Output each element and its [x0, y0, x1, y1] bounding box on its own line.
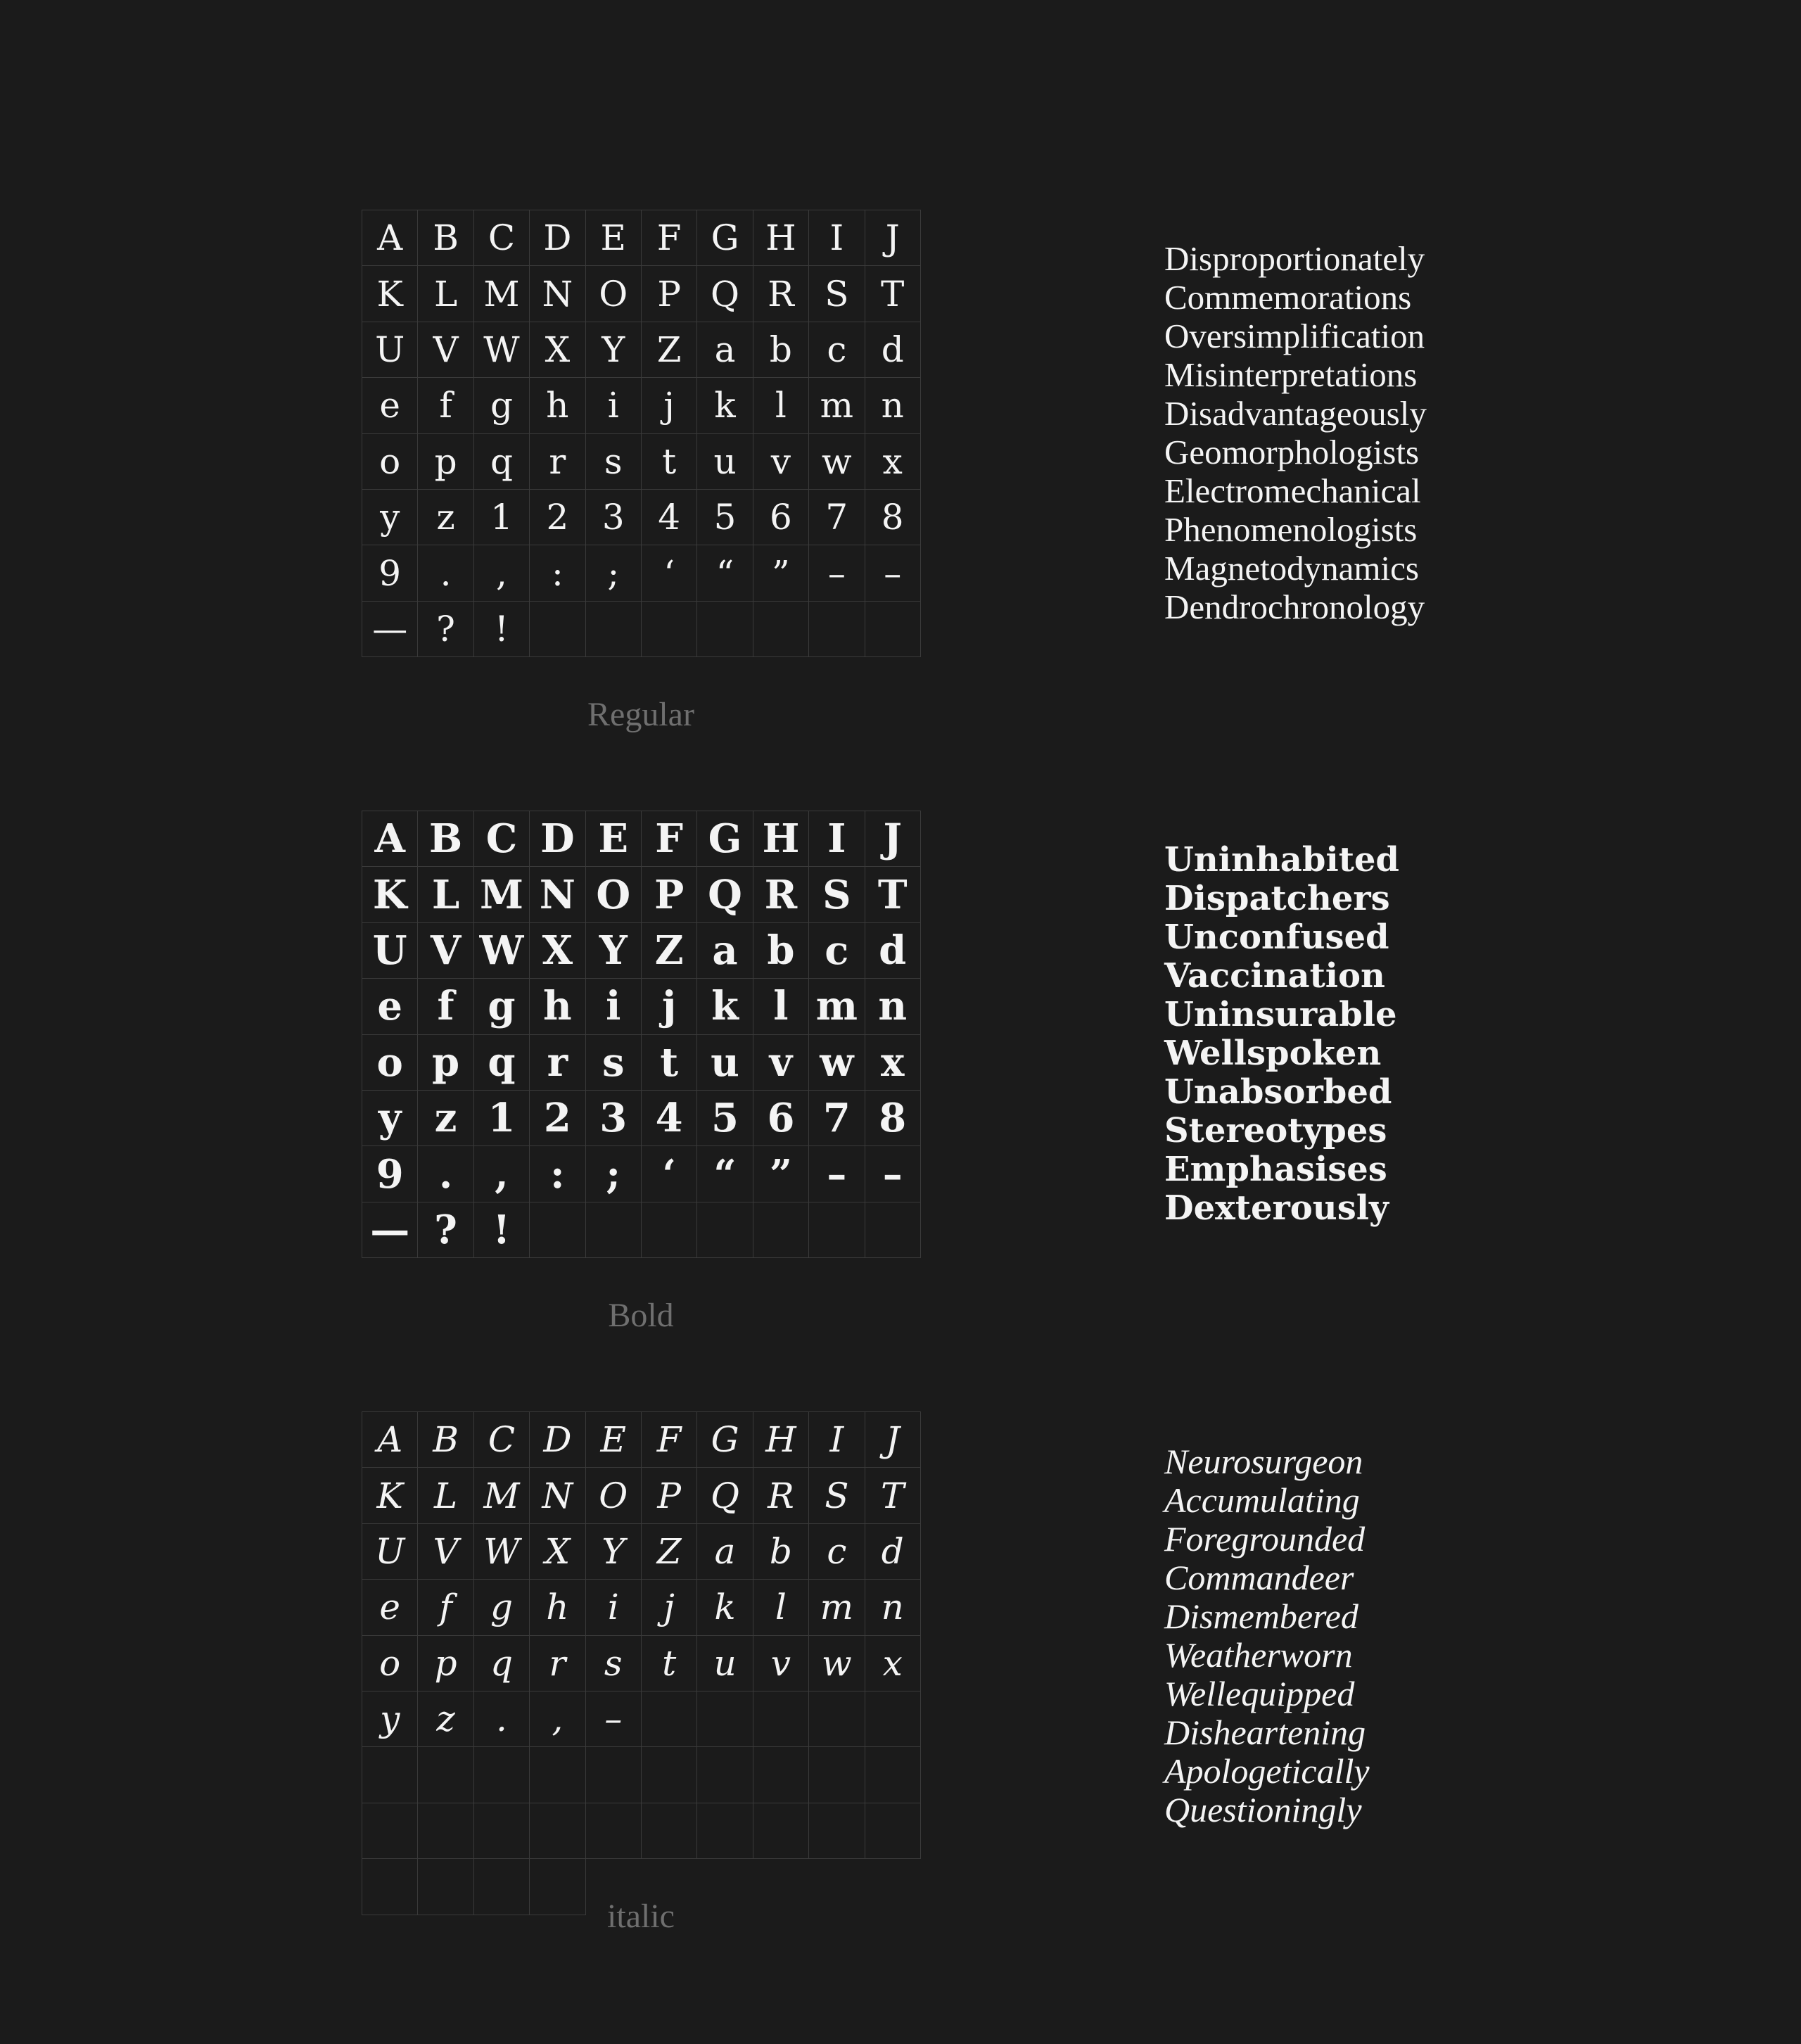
- glyph-cell: –: [809, 545, 865, 601]
- glyph-cell: [642, 1747, 697, 1803]
- glyph-cell: y: [362, 1091, 418, 1146]
- glyph-cell: w: [809, 1035, 865, 1091]
- glyph-cell: U: [362, 1524, 418, 1580]
- glyph-cell: [530, 1803, 585, 1859]
- sample-word: Phenomenologists: [1164, 510, 1418, 549]
- glyph-cell: m: [809, 378, 865, 433]
- glyph-cell: x: [865, 434, 921, 490]
- glyph-cell: e: [362, 979, 418, 1034]
- glyph-cell: 3: [586, 490, 642, 545]
- glyph-cell: B: [418, 210, 473, 266]
- glyph-cell: S: [809, 1468, 865, 1523]
- glyph-cell: !: [474, 602, 530, 657]
- glyph-cell: c: [809, 322, 865, 378]
- glyph-cell: ;: [586, 1146, 642, 1202]
- glyph-cell: 6: [753, 1091, 809, 1146]
- glyph-cell: [753, 1202, 809, 1258]
- glyph-cell: [418, 1747, 473, 1803]
- glyph-cell: S: [809, 867, 865, 922]
- glyph-cell: s: [586, 434, 642, 490]
- glyph-cell: —: [362, 1202, 418, 1258]
- glyph-cell: ,: [474, 545, 530, 601]
- glyph-cell: a: [697, 1524, 753, 1580]
- glyph-cell: —: [362, 602, 418, 657]
- glyph-cell: z: [418, 490, 473, 545]
- glyph-cell: z: [418, 1691, 473, 1747]
- glyph-cell: [697, 1202, 753, 1258]
- glyph-cell: a: [697, 322, 753, 378]
- sample-word: Disproportionately: [1164, 239, 1425, 278]
- glyph-cell: d: [865, 923, 921, 979]
- glyph-cell: i: [586, 378, 642, 433]
- glyph-cell: 2: [530, 1091, 585, 1146]
- glyph-cell: e: [362, 1580, 418, 1635]
- glyph-cell: 6: [753, 490, 809, 545]
- glyph-cell: C: [474, 1412, 530, 1468]
- glyph-cell: M: [474, 1468, 530, 1523]
- glyph-cell: 7: [809, 1091, 865, 1146]
- glyph-cell: T: [865, 867, 921, 922]
- glyph-cell: –: [809, 1146, 865, 1202]
- glyph-cell: g: [474, 378, 530, 433]
- sample-word: Accumulating: [1164, 1480, 1360, 1520]
- glyph-cell: t: [642, 1035, 697, 1091]
- glyph-cell: –: [586, 1691, 642, 1747]
- glyph-cell: R: [753, 266, 809, 322]
- glyph-cell: t: [642, 434, 697, 490]
- glyph-cell: M: [474, 266, 530, 322]
- glyph-cell: [642, 1691, 697, 1747]
- glyph-cell: x: [865, 1636, 921, 1691]
- glyph-cell: W: [474, 923, 530, 979]
- glyph-cell: V: [418, 322, 473, 378]
- glyph-cell: G: [697, 811, 753, 867]
- sample-word: Apologetically: [1164, 1751, 1370, 1791]
- glyph-cell: C: [474, 811, 530, 867]
- glyph-cell: .: [418, 545, 473, 601]
- glyph-cell: k: [697, 979, 753, 1034]
- glyph-cell: o: [362, 1035, 418, 1091]
- sample-word: Vaccination: [1164, 956, 1385, 996]
- glyph-cell: n: [865, 378, 921, 433]
- glyph-cell: w: [809, 434, 865, 490]
- glyph-cell: r: [530, 434, 585, 490]
- glyph-cell: Z: [642, 923, 697, 979]
- glyph-cell: [586, 1803, 642, 1859]
- sample-word: Dispatchers: [1164, 879, 1390, 918]
- glyph-cell: o: [362, 1636, 418, 1691]
- glyph-cell: G: [697, 210, 753, 266]
- glyph-cell: M: [474, 867, 530, 922]
- glyph-cell: r: [530, 1035, 585, 1091]
- glyph-cell: E: [586, 1412, 642, 1468]
- glyph-cell: v: [753, 1035, 809, 1091]
- glyph-cell: f: [418, 1580, 473, 1635]
- glyph-cell: :: [530, 545, 585, 601]
- glyph-cell: p: [418, 1636, 473, 1691]
- glyph-cell: b: [753, 923, 809, 979]
- glyph-cell: D: [530, 210, 585, 266]
- glyph-cell: S: [809, 266, 865, 322]
- glyph-cell: Z: [642, 322, 697, 378]
- glyph-cell: p: [418, 434, 473, 490]
- word-list-regular: [1164, 239, 1427, 626]
- glyph-cell: s: [586, 1035, 642, 1091]
- glyph-cell: ?: [418, 1202, 473, 1258]
- glyph-cell: 8: [865, 490, 921, 545]
- sample-word: Disadvantageously: [1164, 394, 1427, 433]
- glyph-cell: [809, 1691, 865, 1747]
- glyph-cell: q: [474, 1035, 530, 1091]
- glyph-cell: j: [642, 378, 697, 433]
- glyph-cell: E: [586, 210, 642, 266]
- glyph-cell: O: [586, 867, 642, 922]
- glyph-cell: h: [530, 1580, 585, 1635]
- glyph-cell: “: [697, 1146, 753, 1202]
- glyph-cell: I: [809, 1412, 865, 1468]
- glyph-cell: 4: [642, 1091, 697, 1146]
- glyph-cell: A: [362, 210, 418, 266]
- sample-word: Dendrochronology: [1164, 588, 1425, 626]
- word-list-bold: [1164, 841, 1399, 1228]
- glyph-cell: u: [697, 1636, 753, 1691]
- glyph-cell: t: [642, 1636, 697, 1691]
- glyph-cell: G: [697, 1412, 753, 1468]
- glyph-cell: U: [362, 923, 418, 979]
- glyph-cell: X: [530, 322, 585, 378]
- glyph-cell: V: [418, 923, 473, 979]
- glyph-cell: [697, 1803, 753, 1859]
- sample-word: Oversimplification: [1164, 317, 1425, 355]
- glyph-cell: s: [586, 1636, 642, 1691]
- glyph-cell: [362, 1747, 418, 1803]
- glyph-cell: [586, 1202, 642, 1258]
- sample-word: Questioningly: [1164, 1790, 1362, 1829]
- glyph-cell: j: [642, 1580, 697, 1635]
- glyph-cell: ‘: [642, 545, 697, 601]
- glyph-cell: J: [865, 1412, 921, 1468]
- glyph-cell: F: [642, 1412, 697, 1468]
- style-label-bold: Bold: [608, 1297, 674, 1334]
- glyph-cell: u: [697, 434, 753, 490]
- glyph-cell: J: [865, 811, 921, 867]
- glyph-cell: I: [809, 811, 865, 867]
- glyph-cell: b: [753, 322, 809, 378]
- glyph-cell: Y: [586, 1524, 642, 1580]
- glyph-cell: L: [418, 1468, 473, 1523]
- glyph-cell: K: [362, 266, 418, 322]
- glyph-cell: a: [697, 923, 753, 979]
- glyph-cell: C: [474, 210, 530, 266]
- glyph-cell: 2: [530, 490, 585, 545]
- glyph-cell: g: [474, 1580, 530, 1635]
- glyph-cell: D: [530, 1412, 585, 1468]
- sample-word: Magnetodynamics: [1164, 549, 1419, 588]
- glyph-cell: O: [586, 266, 642, 322]
- glyph-cell: r: [530, 1636, 585, 1691]
- glyph-cell: [586, 602, 642, 657]
- glyph-cell: y: [362, 1691, 418, 1747]
- glyph-cell: q: [474, 434, 530, 490]
- style-label-regular: Regular: [587, 696, 694, 733]
- glyph-cell: b: [753, 1524, 809, 1580]
- glyph-cell: [865, 1747, 921, 1803]
- sample-word: Geomorphologists: [1164, 433, 1420, 471]
- glyph-cell: d: [865, 1524, 921, 1580]
- glyph-cell: ?: [418, 602, 473, 657]
- glyph-cell: v: [753, 434, 809, 490]
- glyph-cell: T: [865, 1468, 921, 1523]
- glyph-cell: l: [753, 378, 809, 433]
- glyph-cell: ;: [586, 545, 642, 601]
- glyph-cell: X: [530, 923, 585, 979]
- glyph-cell: K: [362, 1468, 418, 1523]
- sample-word: Commandeer: [1164, 1558, 1354, 1597]
- glyph-cell: [530, 1747, 585, 1803]
- glyph-cell: k: [697, 378, 753, 433]
- glyph-cell: “: [697, 545, 753, 601]
- glyph-cell: Q: [697, 266, 753, 322]
- glyph-cell: U: [362, 322, 418, 378]
- glyph-cell: B: [418, 1412, 473, 1468]
- glyph-cell: H: [753, 811, 809, 867]
- sample-word: Unabsorbed: [1164, 1072, 1392, 1112]
- glyph-cell: [809, 1747, 865, 1803]
- glyph-cell: [697, 1691, 753, 1747]
- glyph-cell: 5: [697, 1091, 753, 1146]
- sample-word: Neurosurgeon: [1164, 1442, 1363, 1481]
- glyph-cell: A: [362, 1412, 418, 1468]
- sample-word: Dismembered: [1164, 1597, 1358, 1636]
- glyph-grid-bold: [362, 811, 921, 1258]
- glyph-cell: [474, 1803, 530, 1859]
- glyph-cell: h: [530, 378, 585, 433]
- glyph-cell: X: [530, 1524, 585, 1580]
- glyph-cell: n: [865, 1580, 921, 1635]
- glyph-cell: [865, 1691, 921, 1747]
- glyph-cell: V: [418, 1524, 473, 1580]
- glyph-cell: 7: [809, 490, 865, 545]
- glyph-cell: [697, 1747, 753, 1803]
- glyph-cell: .: [418, 1146, 473, 1202]
- glyph-cell: l: [753, 1580, 809, 1635]
- glyph-cell: [865, 602, 921, 657]
- glyph-cell: [586, 1747, 642, 1803]
- glyph-cell: 8: [865, 1091, 921, 1146]
- glyph-cell: j: [642, 979, 697, 1034]
- glyph-cell: x: [865, 1035, 921, 1091]
- glyph-cell: [809, 1803, 865, 1859]
- glyph-cell: K: [362, 867, 418, 922]
- glyph-cell: d: [865, 322, 921, 378]
- glyph-cell: –: [865, 1146, 921, 1202]
- glyph-cell: !: [474, 1202, 530, 1258]
- sample-word: Dexterously: [1164, 1188, 1389, 1228]
- glyph-cell: l: [753, 979, 809, 1034]
- sample-word: Commemorations: [1164, 278, 1412, 317]
- glyph-cell: N: [530, 867, 585, 922]
- glyph-cell: E: [586, 811, 642, 867]
- sample-word: Emphasises: [1164, 1150, 1387, 1189]
- sample-word: Wellspoken: [1164, 1034, 1382, 1073]
- glyph-cell: R: [753, 1468, 809, 1523]
- glyph-cell: D: [530, 811, 585, 867]
- sample-word: Stereotypes: [1164, 1111, 1387, 1150]
- glyph-cell: H: [753, 1412, 809, 1468]
- glyph-cell: q: [474, 1636, 530, 1691]
- glyph-cell: g: [474, 979, 530, 1034]
- word-list-italic: [1164, 1442, 1370, 1829]
- glyph-cell: 3: [586, 1091, 642, 1146]
- glyph-cell: w: [809, 1636, 865, 1691]
- glyph-cell: e: [362, 378, 418, 433]
- glyph-grid-italic: [362, 1411, 921, 1915]
- glyph-cell: n: [865, 979, 921, 1034]
- glyph-cell: P: [642, 1468, 697, 1523]
- glyph-cell: A: [362, 811, 418, 867]
- glyph-cell: v: [753, 1636, 809, 1691]
- glyph-cell: L: [418, 266, 473, 322]
- glyph-cell: .: [474, 1691, 530, 1747]
- glyph-cell: H: [753, 210, 809, 266]
- glyph-cell: y: [362, 490, 418, 545]
- glyph-cell: u: [697, 1035, 753, 1091]
- sample-word: Uninsurable: [1164, 995, 1397, 1034]
- glyph-cell: [809, 602, 865, 657]
- glyph-cell: [753, 1803, 809, 1859]
- glyph-cell: O: [586, 1468, 642, 1523]
- glyph-cell: B: [418, 811, 473, 867]
- glyph-cell: :: [530, 1146, 585, 1202]
- glyph-cell: [753, 602, 809, 657]
- sample-word: Misinterpretations: [1164, 355, 1418, 394]
- glyph-cell: [753, 1691, 809, 1747]
- glyph-cell: Q: [697, 1468, 753, 1523]
- glyph-cell: ,: [530, 1691, 585, 1747]
- glyph-grid-regular: [362, 210, 921, 657]
- glyph-cell: F: [642, 811, 697, 867]
- glyph-cell: –: [865, 545, 921, 601]
- glyph-cell: [642, 602, 697, 657]
- glyph-cell: ‘: [642, 1146, 697, 1202]
- glyph-cell: R: [753, 867, 809, 922]
- glyph-cell: P: [642, 266, 697, 322]
- glyph-cell: i: [586, 1580, 642, 1635]
- glyph-cell: 1: [474, 1091, 530, 1146]
- glyph-cell: [642, 1803, 697, 1859]
- glyph-cell: [530, 602, 585, 657]
- glyph-cell: m: [809, 979, 865, 1034]
- glyph-cell: [865, 1202, 921, 1258]
- glyph-cell: ,: [474, 1146, 530, 1202]
- glyph-cell: P: [642, 867, 697, 922]
- sample-word: Uninhabited: [1164, 840, 1399, 880]
- glyph-cell: I: [809, 210, 865, 266]
- glyph-cell: [697, 602, 753, 657]
- glyph-cell: h: [530, 979, 585, 1034]
- glyph-cell: 9: [362, 545, 418, 601]
- glyph-cell: c: [809, 923, 865, 979]
- glyph-cell: ”: [753, 1146, 809, 1202]
- glyph-cell: c: [809, 1524, 865, 1580]
- glyph-cell: J: [865, 210, 921, 266]
- glyph-cell: [530, 1202, 585, 1258]
- glyph-cell: [809, 1202, 865, 1258]
- glyph-cell: ”: [753, 545, 809, 601]
- glyph-cell: L: [418, 867, 473, 922]
- sample-word: Disheartening: [1164, 1713, 1366, 1752]
- glyph-cell: W: [474, 1524, 530, 1580]
- sample-word: Unconfused: [1164, 918, 1389, 957]
- glyph-cell: W: [474, 322, 530, 378]
- sample-word: Wellequipped: [1164, 1674, 1355, 1713]
- style-label-italic: italic: [607, 1898, 675, 1935]
- glyph-cell: [418, 1803, 473, 1859]
- glyph-cell: Z: [642, 1524, 697, 1580]
- glyph-cell: p: [418, 1035, 473, 1091]
- glyph-cell: i: [586, 979, 642, 1034]
- glyph-cell: [642, 1202, 697, 1258]
- glyph-cell: f: [418, 979, 473, 1034]
- sample-word: Electromechanical: [1164, 471, 1421, 510]
- glyph-cell: o: [362, 434, 418, 490]
- sample-word: Weatherworn: [1164, 1635, 1353, 1675]
- glyph-cell: Q: [697, 867, 753, 922]
- glyph-cell: Y: [586, 923, 642, 979]
- glyph-cell: N: [530, 266, 585, 322]
- glyph-cell: m: [809, 1580, 865, 1635]
- glyph-cell: N: [530, 1468, 585, 1523]
- glyph-cell: 1: [474, 490, 530, 545]
- glyph-cell: 9: [362, 1146, 418, 1202]
- sample-word: Foregrounded: [1164, 1519, 1366, 1559]
- glyph-cell: [865, 1803, 921, 1859]
- glyph-cell: z: [418, 1091, 473, 1146]
- glyph-cell: Y: [586, 322, 642, 378]
- glyph-cell: F: [642, 210, 697, 266]
- glyph-cell: [753, 1747, 809, 1803]
- glyph-cell: f: [418, 378, 473, 433]
- glyph-cell: [362, 1803, 418, 1859]
- glyph-cell: [474, 1747, 530, 1803]
- glyph-cell: 5: [697, 490, 753, 545]
- glyph-cell: k: [697, 1580, 753, 1635]
- glyph-cell: 4: [642, 490, 697, 545]
- glyph-cell: T: [865, 266, 921, 322]
